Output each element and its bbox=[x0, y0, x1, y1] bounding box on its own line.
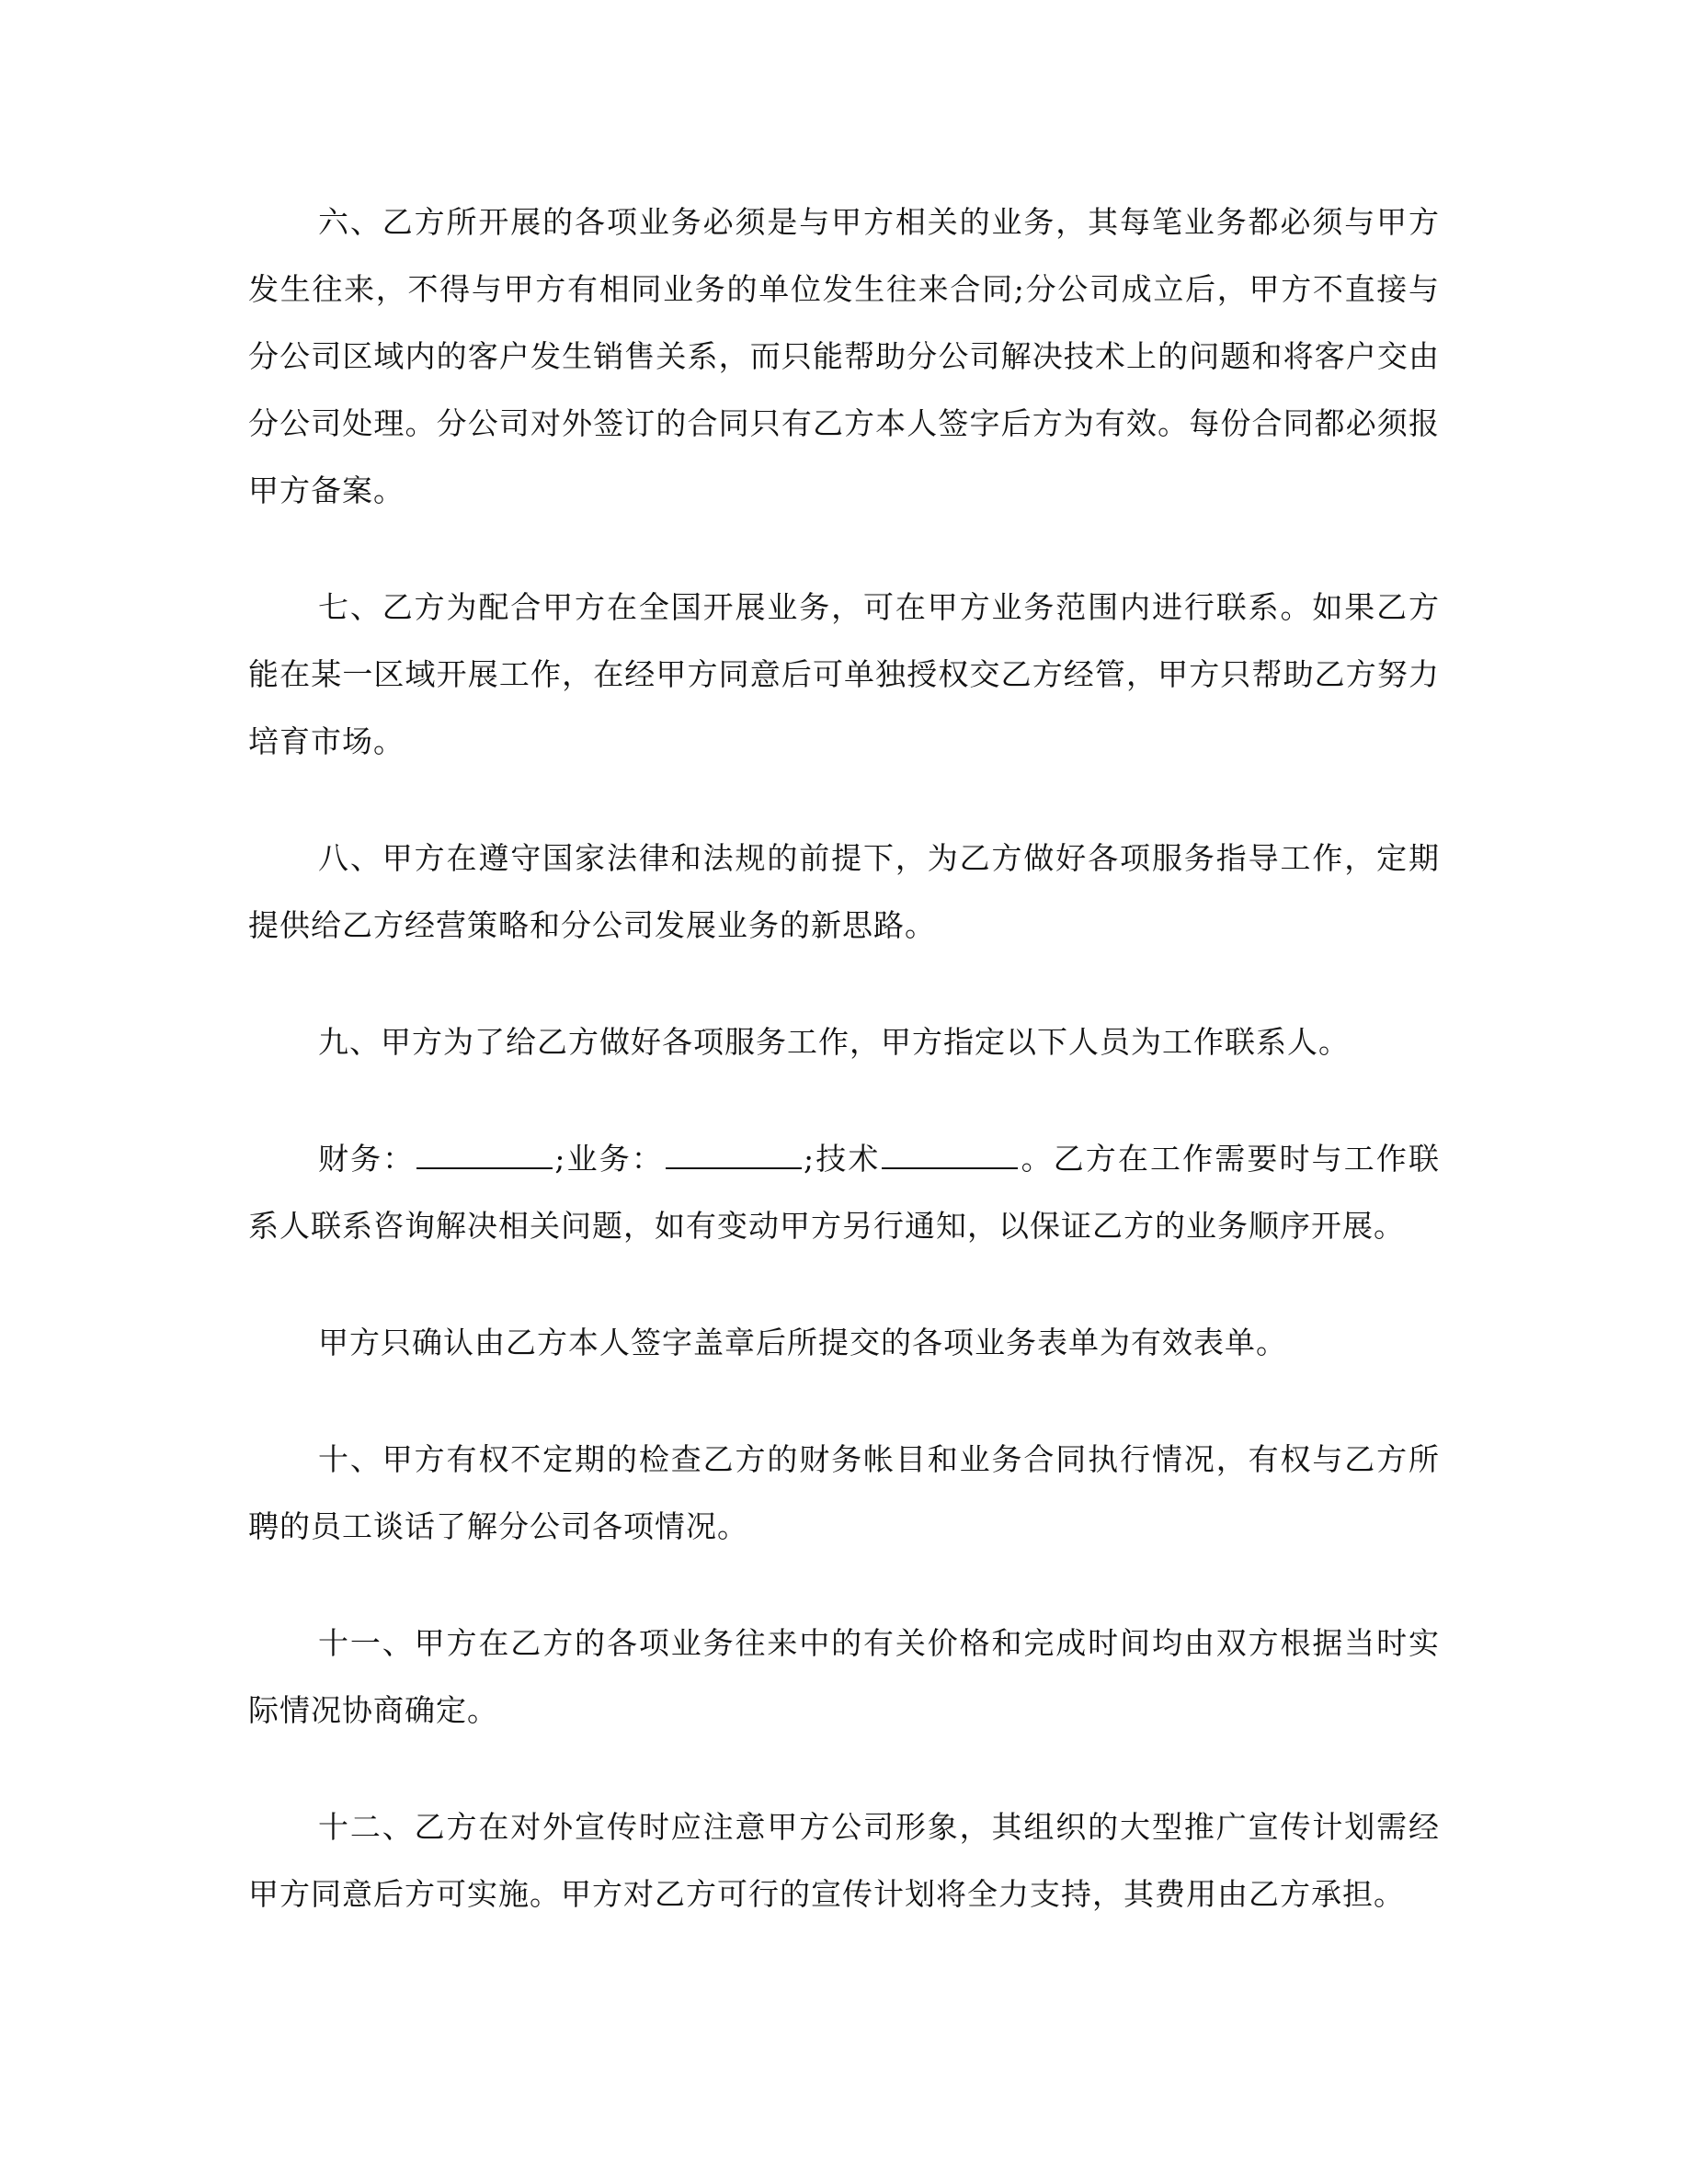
clause-9: 九、甲方为了给乙方做好各项服务工作，甲方指定以下人员为工作联系人。 bbox=[318, 1024, 1350, 1060]
document-body bbox=[248, 188, 1440, 1977]
clause-10: 十、甲方有权不定期的检查乙方的财务帐目和业务合同执行情况，有权与乙方所聘的员工谈话了解分公司各项情况。 bbox=[248, 1441, 1440, 1544]
clause-7: 七、乙方为配合甲方在全国开展业务，可在甲方业务范围内进行联系。如果乙方能在某一区域开展工作，在经甲方同意后可单独授权交乙方经管，甲方只帮助乙方努力培育市场。 bbox=[248, 589, 1440, 759]
clause-12: 十二、乙方在对外宣传时应注意甲方公司形象，其组织的大型推广宣传计划需经甲方同意后方可实施。甲方对乙方可行的宣传计划将全力支持，其费用由乙方承担。 bbox=[248, 1809, 1440, 1912]
tech-label: ;技术 bbox=[803, 1141, 881, 1177]
tech-blank bbox=[882, 1140, 1018, 1169]
clause-6: 六、乙方所开展的各项业务必须是与甲方相关的业务，其每笔业务都必须与甲方发生往来，不得与甲方有相同业务的单位发生往来合同;分公司成立后，甲方不直接与分公司区域内的客户发生销售关系，而只能帮助分公司解决技术上的问题和将客户交由分公司处理。分公司对外签订的合同只有乙方本人签字后方为有效。每份合同都必须报甲方备案。 bbox=[248, 204, 1440, 508]
business-label: ;业务： bbox=[554, 1141, 664, 1177]
clause-8: 八、甲方在遵守国家法律和法规的前提下，为乙方做好各项服务指导工作，定期提供给乙方经营策略和分公司发展业务的新思路。 bbox=[248, 840, 1440, 943]
clause-11: 十一、甲方在乙方的各项业务往来中的有关价格和完成时间均由双方根据当时实际情况协商确定。 bbox=[248, 1625, 1440, 1728]
finance-label: 财务： bbox=[318, 1141, 416, 1177]
contacts-paragraph bbox=[248, 1125, 1440, 1259]
finance-blank bbox=[416, 1140, 553, 1169]
business-blank bbox=[666, 1140, 802, 1169]
contacts-rest: 。乙方在工作需要时与工作联系人联系咨询解决相关问题，如有变动甲方另行通知，以保证乙方的业务顺序开展。 bbox=[248, 1141, 1441, 1244]
confirm-paragraph: 甲方只确认由乙方本人签字盖章后所提交的各项业务表单为有效表单。 bbox=[318, 1325, 1287, 1360]
